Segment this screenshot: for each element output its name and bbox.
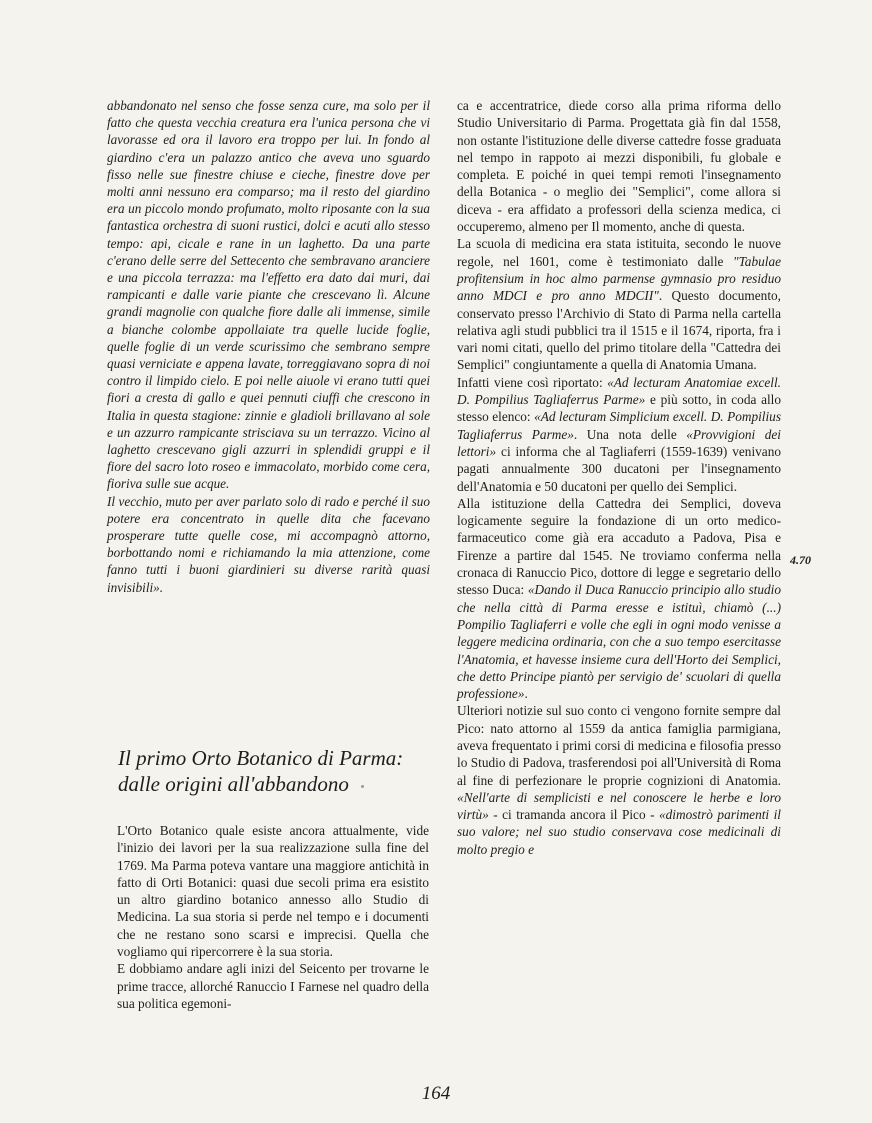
body-paragraph: La scuola di medicina era stata istituita, secondo le nuove regole, nel 1601, come è testimoniato dalle "Tabulae profitensium in hoc almo parmense gymnasio pro residuo anno MDCI e pro anno MDCII". Questo documento, conservato presso l'Archivio di Stato di Parma nella cartella relativa agli studi pubblici tra il 1515 e il 1674, riporta, fra i vari nomi citati, quello del primo titolare della "Cattedra dei Semplici" congiuntamente a quella di Anatomia Umana. [457, 236, 781, 373]
left-column [107, 97, 430, 596]
body-paragraph: L'Orto Botanico quale esiste ancora attualmente, vide l'inizio dei lavori per la sua realizzazione sulla fine del 1769. Ma Parma poteva vantare una maggiore antichità in fatto di Orti Botanici: quasi due secoli prima era esistito un altro giardino botanico annesso allo Studio di Medicina. La sua storia si perde nel tempo e i documenti che ne restano sono scarsi e imprecisi. Quella che vogliamo qui ripercorrere è la sua storia. [117, 823, 429, 960]
quotation: «Nell'arte di semplicisti e nel conoscere le herbe e loro virtù» [457, 789, 781, 823]
quotation: «Ad lecturam Simplicium excell. D. Pompilius Tagliaferrus Parme» [457, 409, 781, 442]
quote-paragraph: Il vecchio, muto per aver parlato solo di rado e perché il suo potere era concentrato in quelle dita che facevano prosperare tutte quelle cose, mi accompagnò attorno, borbottando nomi e richiamando la mia attenzione, come fanno tutti i buoni giardinieri su diverse rarità quasi invisibili». [107, 493, 430, 595]
section-title: Il primo Orto Botanico di Parma: dalle origini all'abbandono [118, 746, 404, 796]
body-paragraph: ca e accentratrice, diede corso alla prima riforma dello Studio Universitario di Parma. Progettata già fin dal 1558, non ostante l'istituzione delle diverse cattedre fosse graduata nel tempo in rappoto ai mezzi disponibili, fu globale e completa. E poiché in quei tempi remoti l'insegnamento della Botanica - o meglio dei "Semplici", come allora si diceva - era affidato a professori della scienza medica, ci occuperemo, almeno per Il momento, anche di questa. [457, 98, 781, 235]
right-column [457, 97, 781, 858]
quotation: «Ad lecturam Anatomiae excell. D. Pompilius Tagliaferrus Parme» [457, 374, 781, 408]
body-paragraph: E dobbiamo andare agli inizi del Seicento per trovarne le prime tracce, allorché Ranuccio I Farnese nel quadro della sua politica egemoni- [117, 961, 429, 1011]
page-number: 164 [421, 1083, 451, 1104]
quotation: «dimostrò parimenti il suo valore; nel suo studio conservava cose medicinali di molto pregio e [457, 807, 781, 857]
left-body-text [117, 822, 429, 1012]
body-paragraph: Ulteriori notizie sul suo conto ci vengono fornite sempre dal Pico: nato attorno al 1559 da antica famiglia parmigiana, aveva frequentato i primi corsi di medicina e filosofia presso lo Studio di Padova, trasferendosi poi all'Università di Roma al fine di perfezionare le proprie cognizioni di Anatomia. «Nell'arte di semplicisti e nel conoscere le herbe e loro virtù» - ci tramanda ancora il Pico - «dimostrò parimenti il suo valore; nel suo studio conservava cose medicinali di molto pregio e [457, 703, 781, 857]
quotation: «Provvigioni dei lettori» [457, 426, 781, 459]
quoted-title: "Tabulae profitensium in hoc almo parmense gymnasio pro residuo anno MDCI e pro anno MDCII" [457, 253, 781, 304]
body-paragraph: Infatti viene così riportato: «Ad lecturam Anatomiae excell. D. Pompilius Tagliaferrus Parme» e più sotto, in coda allo stesso elenco: «Ad lecturam Simplicium excell. D. Pompilius Tagliaferrus Parme». Una nota delle «Provvigioni dei lettori» ci informa che al Tagliaferri (1559-1639) venivano pagati annualmente 300 ducatoni per l'insegnamento dell'Anatomia e 50 ducatoni per quello dei Semplici. [457, 374, 782, 494]
quotation: «Dando il Duca Ranuccio principio allo studio che nella città di Parma eresse e istituì, chiamò (...) Pompilio Tagliaferri e volle che egli in ogni modo venisse a leggere medicina ordinaria, con che a suo tempo esercitasse l'Anatomia, et havesse insieme cura dell'Horto dei Semplici, che detto Principe piantò per servigio de' scuolari di quella professione» [457, 582, 781, 702]
margin-reference: 4.70 [790, 553, 811, 567]
body-paragraph: Alla istituzione della Cattedra dei Semplici, doveva logicamente seguire la fondazione di un orto medico-farmaceutico come già era accaduto a Padova, Pisa e Firenze a partire dal 1545. Ne troviamo conferma nella cronaca di Ranuccio Pico, dottore di legge e segretario dello stesso Duca: «Dando il Duca Ranuccio principio allo studio che nella città di Parma eresse e istituì, chiamò (...) Pompilio Tagliaferri e volle che egli in ogni modo venisse a leggere medicina ordinaria, con che a suo tempo esercitasse l'Anatomia, et havesse insieme cura dell'Horto dei Semplici, che detto Principe piantò per servigio de' scuolari di quella professione». [457, 495, 781, 702]
quote-paragraph: abbandonato nel senso che fosse senza cure, ma solo per il fatto che questa vecchia creatura era l'unica persona che vi lavorasse ed ora il lavoro era troppo per lui. In fondo al giardino c'era un palazzo antico che aveva uno sguardo fisso nelle sue finestre chiuse e cieche, finestre dove per molti anni nessuno era comparso; ma il resto del giardino era un piccolo mondo profumato, molto riposante con la sua fantastica orchestra di suoni rustici, dolci e acuti allo stesso tempo: api, cicale e rane in un laghetto. Da una parte c'erano delle serre del Settecento che sembravano aranciere e una piccola terrazza: ma l'effetto era dato dai muri, dai rampicanti e dalle varie piante che crescevano lì. Alcune grandi magnolie con qualche fiore dalle ali immense, simile a bianche colombe appollaiate tra quelle lucide foglie, quelle foglie di un verde scurissimo che sembrano sempre quasi verniciate e appena lavate, torreggiavano sopra di noi contro il limpido cielo. E poi nelle aiuole vi erano tutti quei fiori a cresta di gallo e quei pennuti ciuffi che crescono in Italia in questa stagione: zinnie e gladioli brillavano al sole e un azzurro rampicante strisciava su un terrazzo. Vicino al laghetto crescevano gigli azzurri in splendidi gruppi e il fiore del sacro loto roseo e immacolato, morbido come cera, fioriva sulle sue acque. [107, 98, 430, 492]
quoted-passage [107, 97, 430, 596]
decorative-dot [361, 785, 364, 788]
